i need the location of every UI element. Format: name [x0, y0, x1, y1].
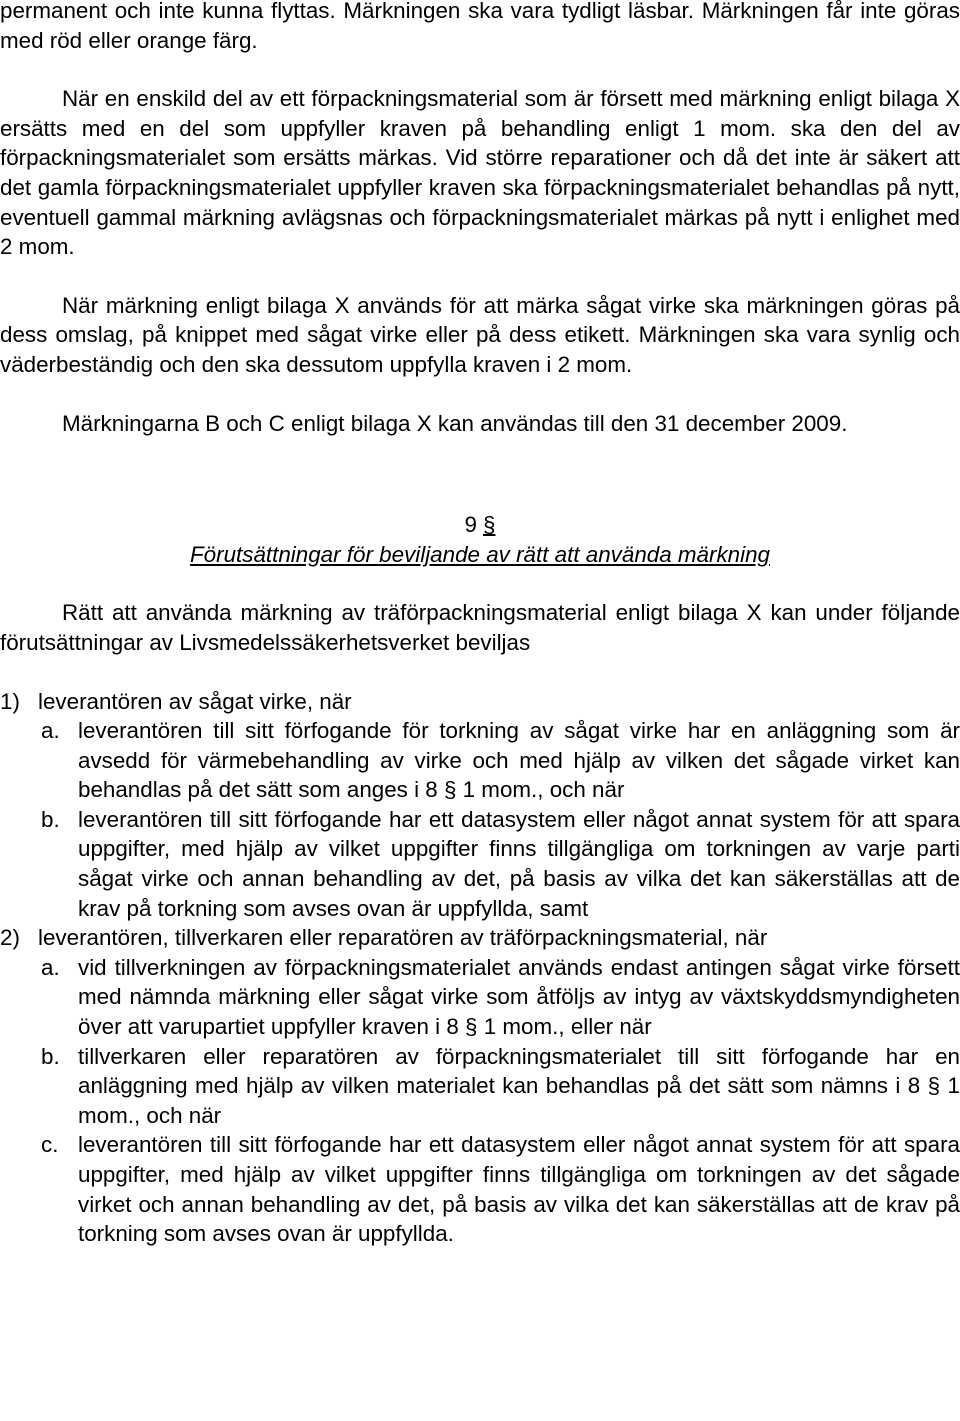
sub-list-marker: b.: [41, 1043, 60, 1069]
sub-list-item: [0, 716, 960, 805]
spacer: [0, 262, 960, 291]
condition-list: [0, 687, 960, 717]
list-item: [0, 923, 960, 953]
sub-list-marker: c.: [41, 1132, 59, 1158]
section-title: Förutsättningar för beviljande av rätt att använda märkning: [190, 541, 770, 567]
paragraph-4: Märkningarna B och C enligt bilaga X kan användas till den 31 december 2009.: [62, 410, 848, 436]
sub-list-item: [0, 953, 960, 1042]
section-number-line: [0, 510, 960, 540]
spacer: [0, 380, 960, 409]
sub-list-marker: a.: [41, 718, 60, 744]
list-item-text: leverantören av sågat virke, när: [38, 688, 352, 714]
section-symbol: §: [483, 512, 496, 538]
list-item-text: leverantören, tillverkaren eller reparatören av träförpackningsmaterial, när: [38, 925, 768, 951]
sub-list-item: [0, 805, 960, 923]
sub-list-marker: a.: [41, 954, 60, 980]
spacer: [0, 658, 960, 687]
sub-list-item-text: vid tillverkningen av förpackningsmaterialet används endast antingen sågat virke försett med nämnda märkning eller sågat virke som åtföljs av intyg av växtskyddsmyndigheten över att varupartiet uppfyller kraven i 8 § 1 mom., eller när: [78, 954, 960, 1040]
spacer: [0, 569, 960, 598]
paragraph-1: permanent och inte kunna flyttas. Märkningen ska vara tydligt läsbar. Märkningen får inte göras med röd eller orange färg.: [0, 0, 960, 53]
paragraph-3: När märkning enligt bilaga X används för att märka sågat virke ska märkningen göras på dess omslag, på knippet med sågat virke eller på dess etikett. Märkningen ska vara synlig och väderbeständig och den ska dessutom uppfylla kraven i 2 mom.: [0, 292, 960, 377]
spacer: [0, 438, 960, 510]
sub-list-item-text: leverantören till sitt förfogande har ett datasystem eller något annat system för att spara uppgifter, med hjälp av vilket uppgifter finns tillgängliga om torkningen av det sågade virket och annan behandling av det, på basis av vilka det kan säkerställas att de krav på torkning som avses ovan är uppfyllda.: [78, 1132, 960, 1247]
sub-list-item-text: leverantören till sitt förfogande för torkning av sågat virke har en anläggning som är avsedd för värmebehandling av virke och med hjälp av vilken det sågade virket kan behandlas på det sätt som anges i 8 § 1 mom., och när: [78, 718, 960, 803]
intro-paragraph: Rätt att använda märkning av träförpackningsmaterial enligt bilaga X kan under följande förutsättningar av Livsmedelssäkerhetsverket beviljas: [0, 600, 960, 655]
sub-list-item: [0, 1130, 960, 1248]
list-marker: 1): [0, 688, 20, 714]
list-marker: 2): [0, 925, 20, 951]
condition-list: [0, 923, 960, 953]
sub-list-item: [0, 1042, 960, 1131]
sub-list-marker: b.: [41, 806, 60, 832]
sub-list: [0, 953, 960, 1249]
sub-list: [0, 716, 960, 923]
section-number: 9: [464, 512, 477, 538]
spacer: [0, 55, 960, 84]
sub-list-item-text: tillverkaren eller reparatören av förpackningsmaterialet till sitt förfogande har en anläggning med hjälp av vilken materialet kan behandlas på det sätt som nämns i 8 § 1 mom., och när: [78, 1043, 960, 1128]
list-item: [0, 687, 960, 717]
paragraph-2: När en enskild del av ett förpackningsmaterial som är försett med märkning enligt bilaga X ersätts med en del som uppfyller kraven på behandling enligt 1 mom. ska den del av förpackningsmaterialet som ersätts märkas. Vid större reparationer och då det inte är säkert att det gamla förpackningsmaterialet uppfyller kraven ska förpackningsmaterialet behandlas på nytt, eventuell gammal märkning avlägsnas och förpackningsmaterialet märkas på nytt i enlighet med 2 mom.: [0, 86, 960, 260]
sub-list-item-text: leverantören till sitt förfogande har ett datasystem eller något annat system för att spara uppgifter, med hjälp av vilket uppgifter finns tillgängliga om torkningen av varje parti sågat virke och annan behandling av det, på basis av vilka det kan säkerställas att de krav på torkning som avses ovan är uppfyllda, samt: [78, 806, 960, 921]
